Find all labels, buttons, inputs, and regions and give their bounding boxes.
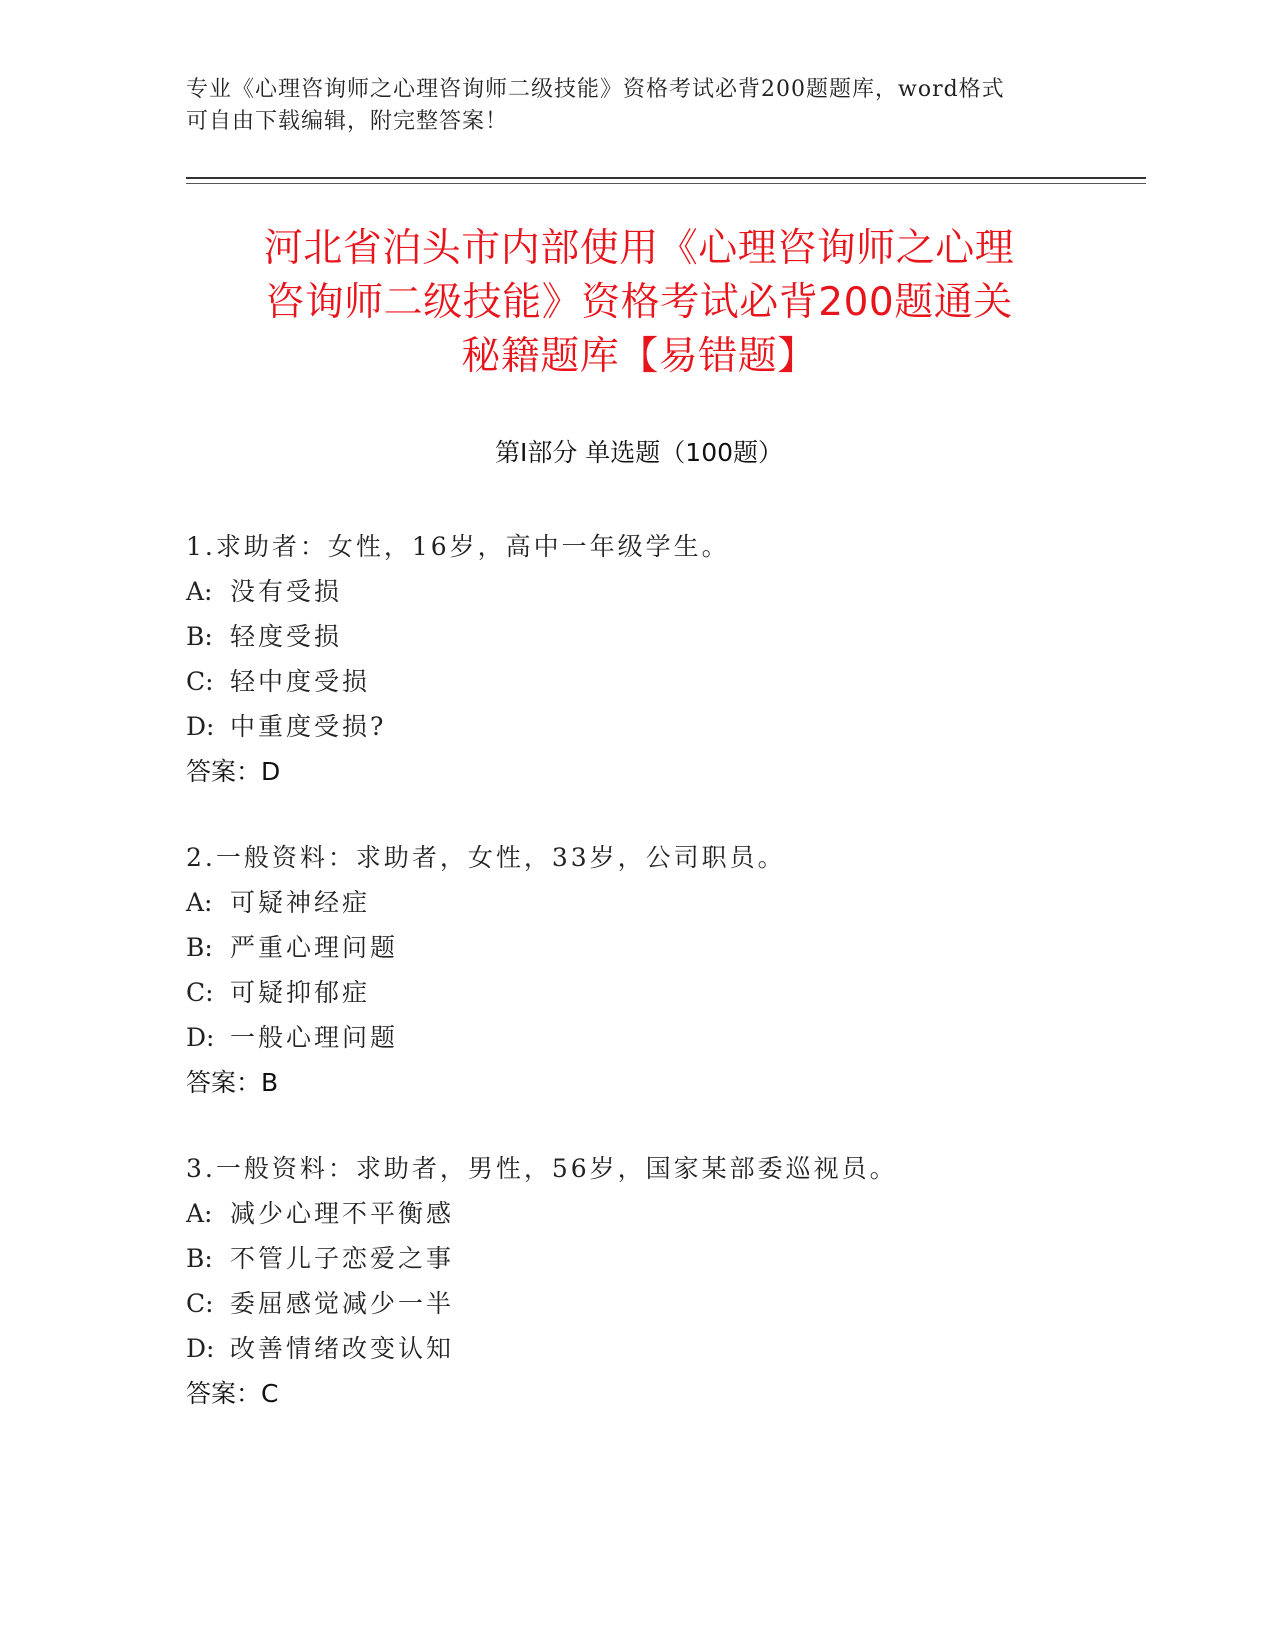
answer-line: 答案：D (186, 757, 281, 786)
question-item (186, 1146, 1086, 1416)
option-text: 可疑神经症 (230, 888, 371, 917)
option-b (186, 1236, 1086, 1281)
option-text: 中重度受损? (230, 712, 387, 741)
option-text: 没有受损 (230, 577, 343, 606)
question-stem: 1.求助者：女性，16岁，高中一年级学生。 (186, 532, 730, 561)
option-text: 轻中度受损 (230, 667, 371, 696)
option-a (186, 569, 1086, 614)
option-a (186, 880, 1086, 925)
option-d (186, 1015, 1086, 1060)
answer-line: 答案：C (186, 1379, 279, 1408)
section-title: 第Ⅰ部分 单选题（100题） (494, 438, 784, 467)
option-d (186, 704, 1086, 749)
question-item (186, 835, 1086, 1105)
document-title (186, 222, 1092, 384)
option-key: A: (186, 888, 213, 917)
option-text: 一般心理问题 (230, 1023, 399, 1052)
option-c (186, 1281, 1086, 1326)
option-b (186, 925, 1086, 970)
option-c (186, 970, 1086, 1015)
option-d (186, 1326, 1086, 1371)
option-text: 委屈感觉减少一半 (230, 1289, 455, 1318)
document-title-line-3: 秘籍题库【易错题】 (461, 334, 817, 379)
option-text: 改善情绪改变认知 (230, 1334, 455, 1363)
option-text: 轻度受损 (230, 622, 343, 651)
option-key: B: (186, 1244, 213, 1273)
option-text: 不管儿子恋爱之事 (230, 1244, 455, 1273)
document-title-line-2: 咨询师二级技能》资格考试必背200题通关 (265, 280, 1013, 325)
option-text: 减少心理不平衡感 (230, 1199, 455, 1228)
question-stem: 3.一般资料：求助者，男性，56岁，国家某部委巡视员。 (186, 1154, 898, 1183)
document-title-line-1: 河北省泊头市内部使用《心理咨询师之心理 (263, 226, 1015, 271)
option-key: B: (186, 933, 213, 962)
option-key: A: (186, 1199, 213, 1228)
header-divider-thick (186, 177, 1146, 179)
header-note-line-2: 可自由下载编辑，附完整答案！ (186, 109, 509, 134)
option-key: C: (186, 978, 214, 1007)
option-key: D: (186, 1334, 215, 1363)
header-note-line-1: 专业《心理咨询师之心理咨询师二级技能》资格考试必背200题题库，word格式 (186, 77, 1005, 102)
option-text: 可疑抑郁症 (230, 978, 371, 1007)
option-b (186, 614, 1086, 659)
question-stem: 2.一般资料：求助者，女性，33岁，公司职员。 (186, 843, 786, 872)
answer-line: 答案：B (186, 1068, 279, 1097)
question-list (186, 524, 1086, 1457)
option-c (186, 659, 1086, 704)
option-text: 严重心理问题 (230, 933, 399, 962)
header-note (186, 74, 1066, 138)
option-key: C: (186, 667, 214, 696)
option-key: D: (186, 1023, 215, 1052)
option-key: A: (186, 577, 213, 606)
header-divider-thin (186, 183, 1146, 184)
option-key: D: (186, 712, 215, 741)
option-a (186, 1191, 1086, 1236)
option-key: B: (186, 622, 213, 651)
option-key: C: (186, 1289, 214, 1318)
question-item (186, 524, 1086, 794)
